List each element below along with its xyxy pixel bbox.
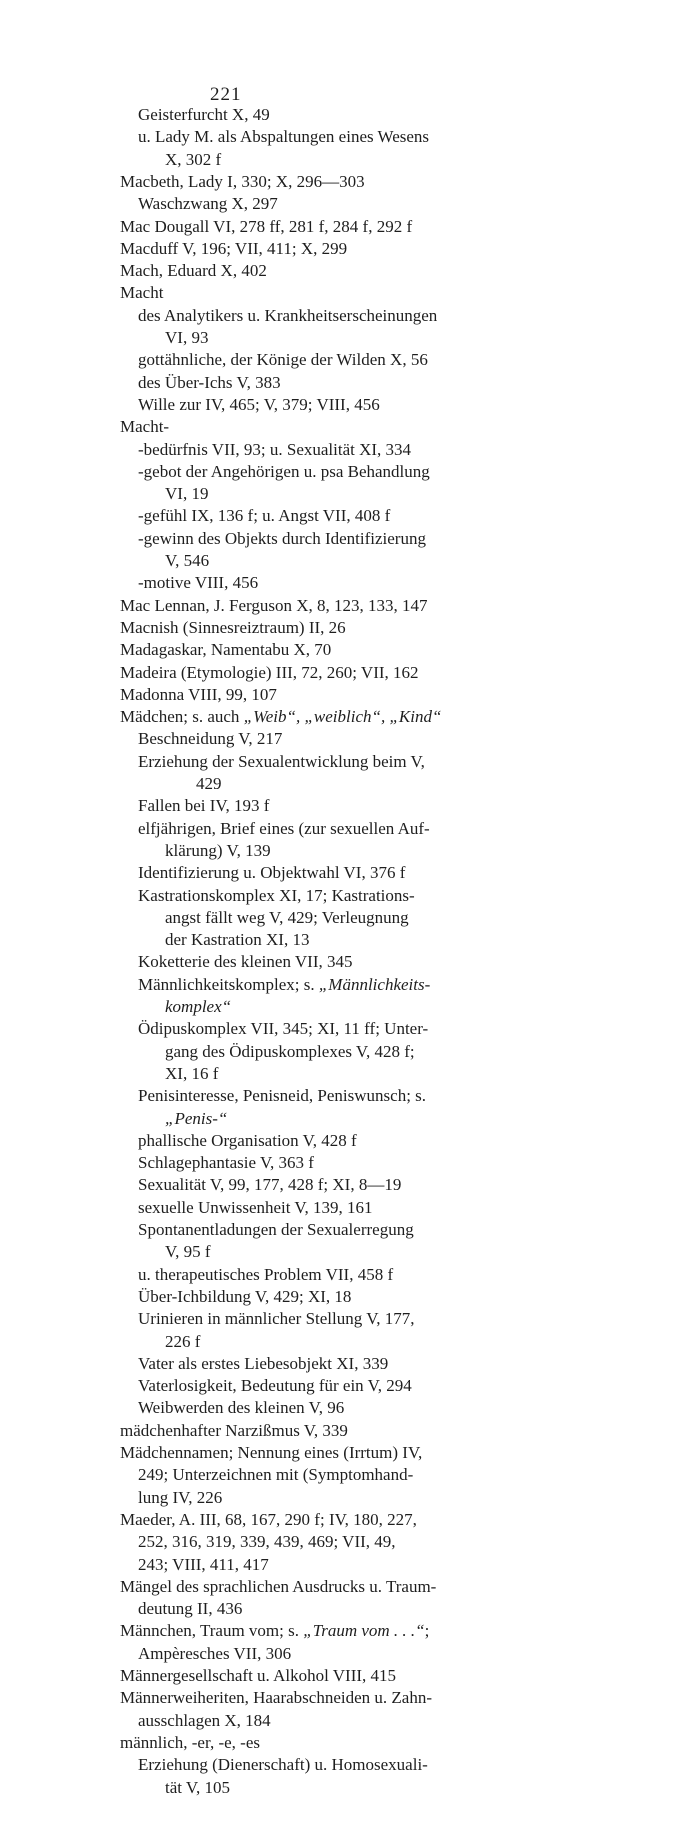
- index-line: gottähnliche, der Könige der Wilden X, 56: [138, 350, 428, 370]
- index-line: Madagaskar, Namentabu X, 70: [120, 640, 332, 660]
- index-line: Kastrationskomplex XI, 17; Kastrations-: [138, 885, 415, 905]
- index-line: Männergesellschaft u. Alkohol VIII, 415: [120, 1666, 397, 1685]
- entry-text: Mädchen; s. auch: [120, 707, 244, 727]
- index-line: -gewinn des Objekts durch Identifizierung: [138, 528, 426, 548]
- index-line: Weibwerden des kleinen V, 96: [138, 1398, 345, 1418]
- index-line: Mac Dougall VI, 278 ff, 281 f, 284 f, 292 f: [120, 216, 413, 236]
- index-line: lung IV, 226: [138, 1487, 223, 1507]
- index-line: Madeira (Etymologie) III, 72, 260; VII, 162: [120, 662, 419, 682]
- index-line: Macht-: [120, 417, 170, 437]
- entry-text: Männlichkeitskomplex; s.: [138, 974, 319, 994]
- index-line: VI, 93: [165, 328, 209, 347]
- page-number: 221: [210, 84, 242, 105]
- cross-reference: „Penis-“: [165, 1108, 228, 1128]
- index-line: der Kastration XI, 13: [165, 930, 310, 950]
- index-line: ausschlagen X, 184: [138, 1710, 271, 1730]
- index-line: V, 95 f: [165, 1242, 211, 1262]
- index-line: 226 f: [165, 1331, 201, 1351]
- index-line: u. Lady M. als Abspaltungen eines Wesens: [138, 127, 430, 147]
- index-line: angst fällt weg V, 429; Verleugnung: [165, 907, 409, 927]
- index-line: gang des Ödipuskomplexes V, 428 f;: [165, 1041, 415, 1061]
- index-line: 429: [196, 774, 222, 793]
- index-line: -gebot der Angehörigen u. psa Behandlung: [138, 461, 430, 481]
- index-line: Wille zur IV, 465; V, 379; VIII, 456: [138, 394, 380, 414]
- index-line: Ödipuskomplex VII, 345; XI, 11 ff; Unter-: [138, 1019, 429, 1039]
- index-line: deutung II, 436: [138, 1599, 243, 1619]
- index-line: Mac Lennan, J. Ferguson X, 8, 123, 133, 147: [120, 595, 428, 615]
- index-line: X, 302 f: [165, 149, 222, 169]
- index-line: -bedürfnis VII, 93; u. Sexualität XI, 334: [138, 439, 412, 459]
- index-line: Maeder, A. III, 68, 167, 290 f; IV, 180, 227,: [120, 1509, 417, 1529]
- index-line: Erziehung (Dienerschaft) u. Homosexuali-: [138, 1755, 428, 1775]
- entry-text: ;: [424, 1621, 430, 1641]
- index-line: VI, 19: [165, 484, 209, 504]
- index-line: Koketterie des kleinen VII, 345: [138, 952, 353, 972]
- index-line: elfjährigen, Brief eines (zur sexuellen Auf-: [138, 818, 430, 838]
- index-line: Urinieren in männlicher Stellung V, 177,: [138, 1309, 415, 1329]
- index-line: Macnish (Sinnesreiztraum) II, 26: [120, 617, 346, 637]
- index-line: Vater als erstes Liebesobjekt XI, 339: [138, 1353, 389, 1373]
- index-line: Macduff V, 196; VII, 411; X, 299: [120, 238, 348, 258]
- index-line: -gefühl IX, 136 f; u. Angst VII, 408 f: [138, 506, 391, 526]
- index-line: Mach, Eduard X, 402: [120, 261, 267, 281]
- index-line: Macht: [120, 283, 164, 303]
- index-line: u. therapeutisches Problem VII, 458 f: [138, 1264, 394, 1284]
- cross-reference: „Männlichkeits-: [318, 974, 431, 994]
- index-line: Mädchennamen; Nennung eines (Irrtum) IV,: [120, 1443, 423, 1462]
- index-line: Erziehung der Sexualentwicklung beim V,: [138, 751, 425, 771]
- index-line: Waschzwang X, 297: [138, 194, 278, 214]
- index-line: [165, 1108, 227, 1130]
- index-line: [120, 706, 441, 728]
- index-line: [138, 974, 430, 996]
- cross-reference: komplex“: [165, 997, 232, 1016]
- index-line: Über-Ichbildung V, 429; XI, 18: [138, 1286, 352, 1306]
- index-line: Spontanentladungen der Sexualerregung: [138, 1220, 414, 1239]
- index-line: Penisinteresse, Penisneid, Peniswunsch; s.: [138, 1086, 427, 1106]
- index-line: V, 546: [165, 551, 210, 570]
- index-line: 252, 316, 319, 339, 439, 469; VII, 49,: [138, 1532, 396, 1552]
- index-line: [165, 996, 231, 1018]
- index-line: sexuelle Unwissenheit V, 139, 161: [138, 1197, 373, 1217]
- index-line: 243; VIII, 411, 417: [138, 1554, 269, 1574]
- index-line: des Über-Ichs V, 383: [138, 372, 281, 392]
- entry-text: Männchen, Traum vom; s.: [120, 1621, 304, 1641]
- index-line: Ampèresches VII, 306: [138, 1643, 292, 1663]
- index-line: Männerweiheriten, Haarabschneiden u. Zahn-: [120, 1688, 433, 1708]
- index-line: tät V, 105: [165, 1777, 231, 1797]
- index-line: mädchenhafter Narzißmus V, 339: [120, 1420, 348, 1440]
- index-line: XI, 16 f: [165, 1063, 219, 1083]
- index-line: des Analytikers u. Krankheitserscheinungen: [138, 305, 438, 325]
- cross-reference: „Weib“, „weiblich“, „Kind“: [243, 707, 442, 727]
- index-line: männlich, -er, -e, -es: [120, 1732, 260, 1752]
- index-line: Madonna VIII, 99, 107: [120, 684, 277, 704]
- index-line: -motive VIII, 456: [138, 573, 259, 593]
- index-line: Beschneidung V, 217: [138, 729, 283, 749]
- index-line: Sexualität V, 99, 177, 428 f; XI, 8—19: [138, 1175, 402, 1195]
- index-line: Schlagephantasie V, 363 f: [138, 1153, 314, 1173]
- index-line: Mängel des sprachlichen Ausdrucks u. Traum-: [120, 1576, 437, 1596]
- index-line: Fallen bei IV, 193 f: [138, 796, 270, 816]
- index-line: [120, 1620, 429, 1642]
- index-line: Macbeth, Lady I, 330; X, 296—303: [120, 171, 365, 191]
- index-line: Geisterfurcht X, 49: [138, 105, 270, 124]
- cross-reference: „Traum vom . . .“: [303, 1621, 425, 1641]
- index-line: klärung) V, 139: [165, 840, 271, 860]
- index-line: 249; Unterzeichnen mit (Symptomhand-: [138, 1465, 414, 1485]
- index-line: Vaterlosigkeit, Bedeutung für ein V, 294: [138, 1376, 412, 1396]
- index-line: Identifizierung u. Objektwahl VI, 376 f: [138, 863, 406, 883]
- index-line: phallische Organisation V, 428 f: [138, 1130, 357, 1150]
